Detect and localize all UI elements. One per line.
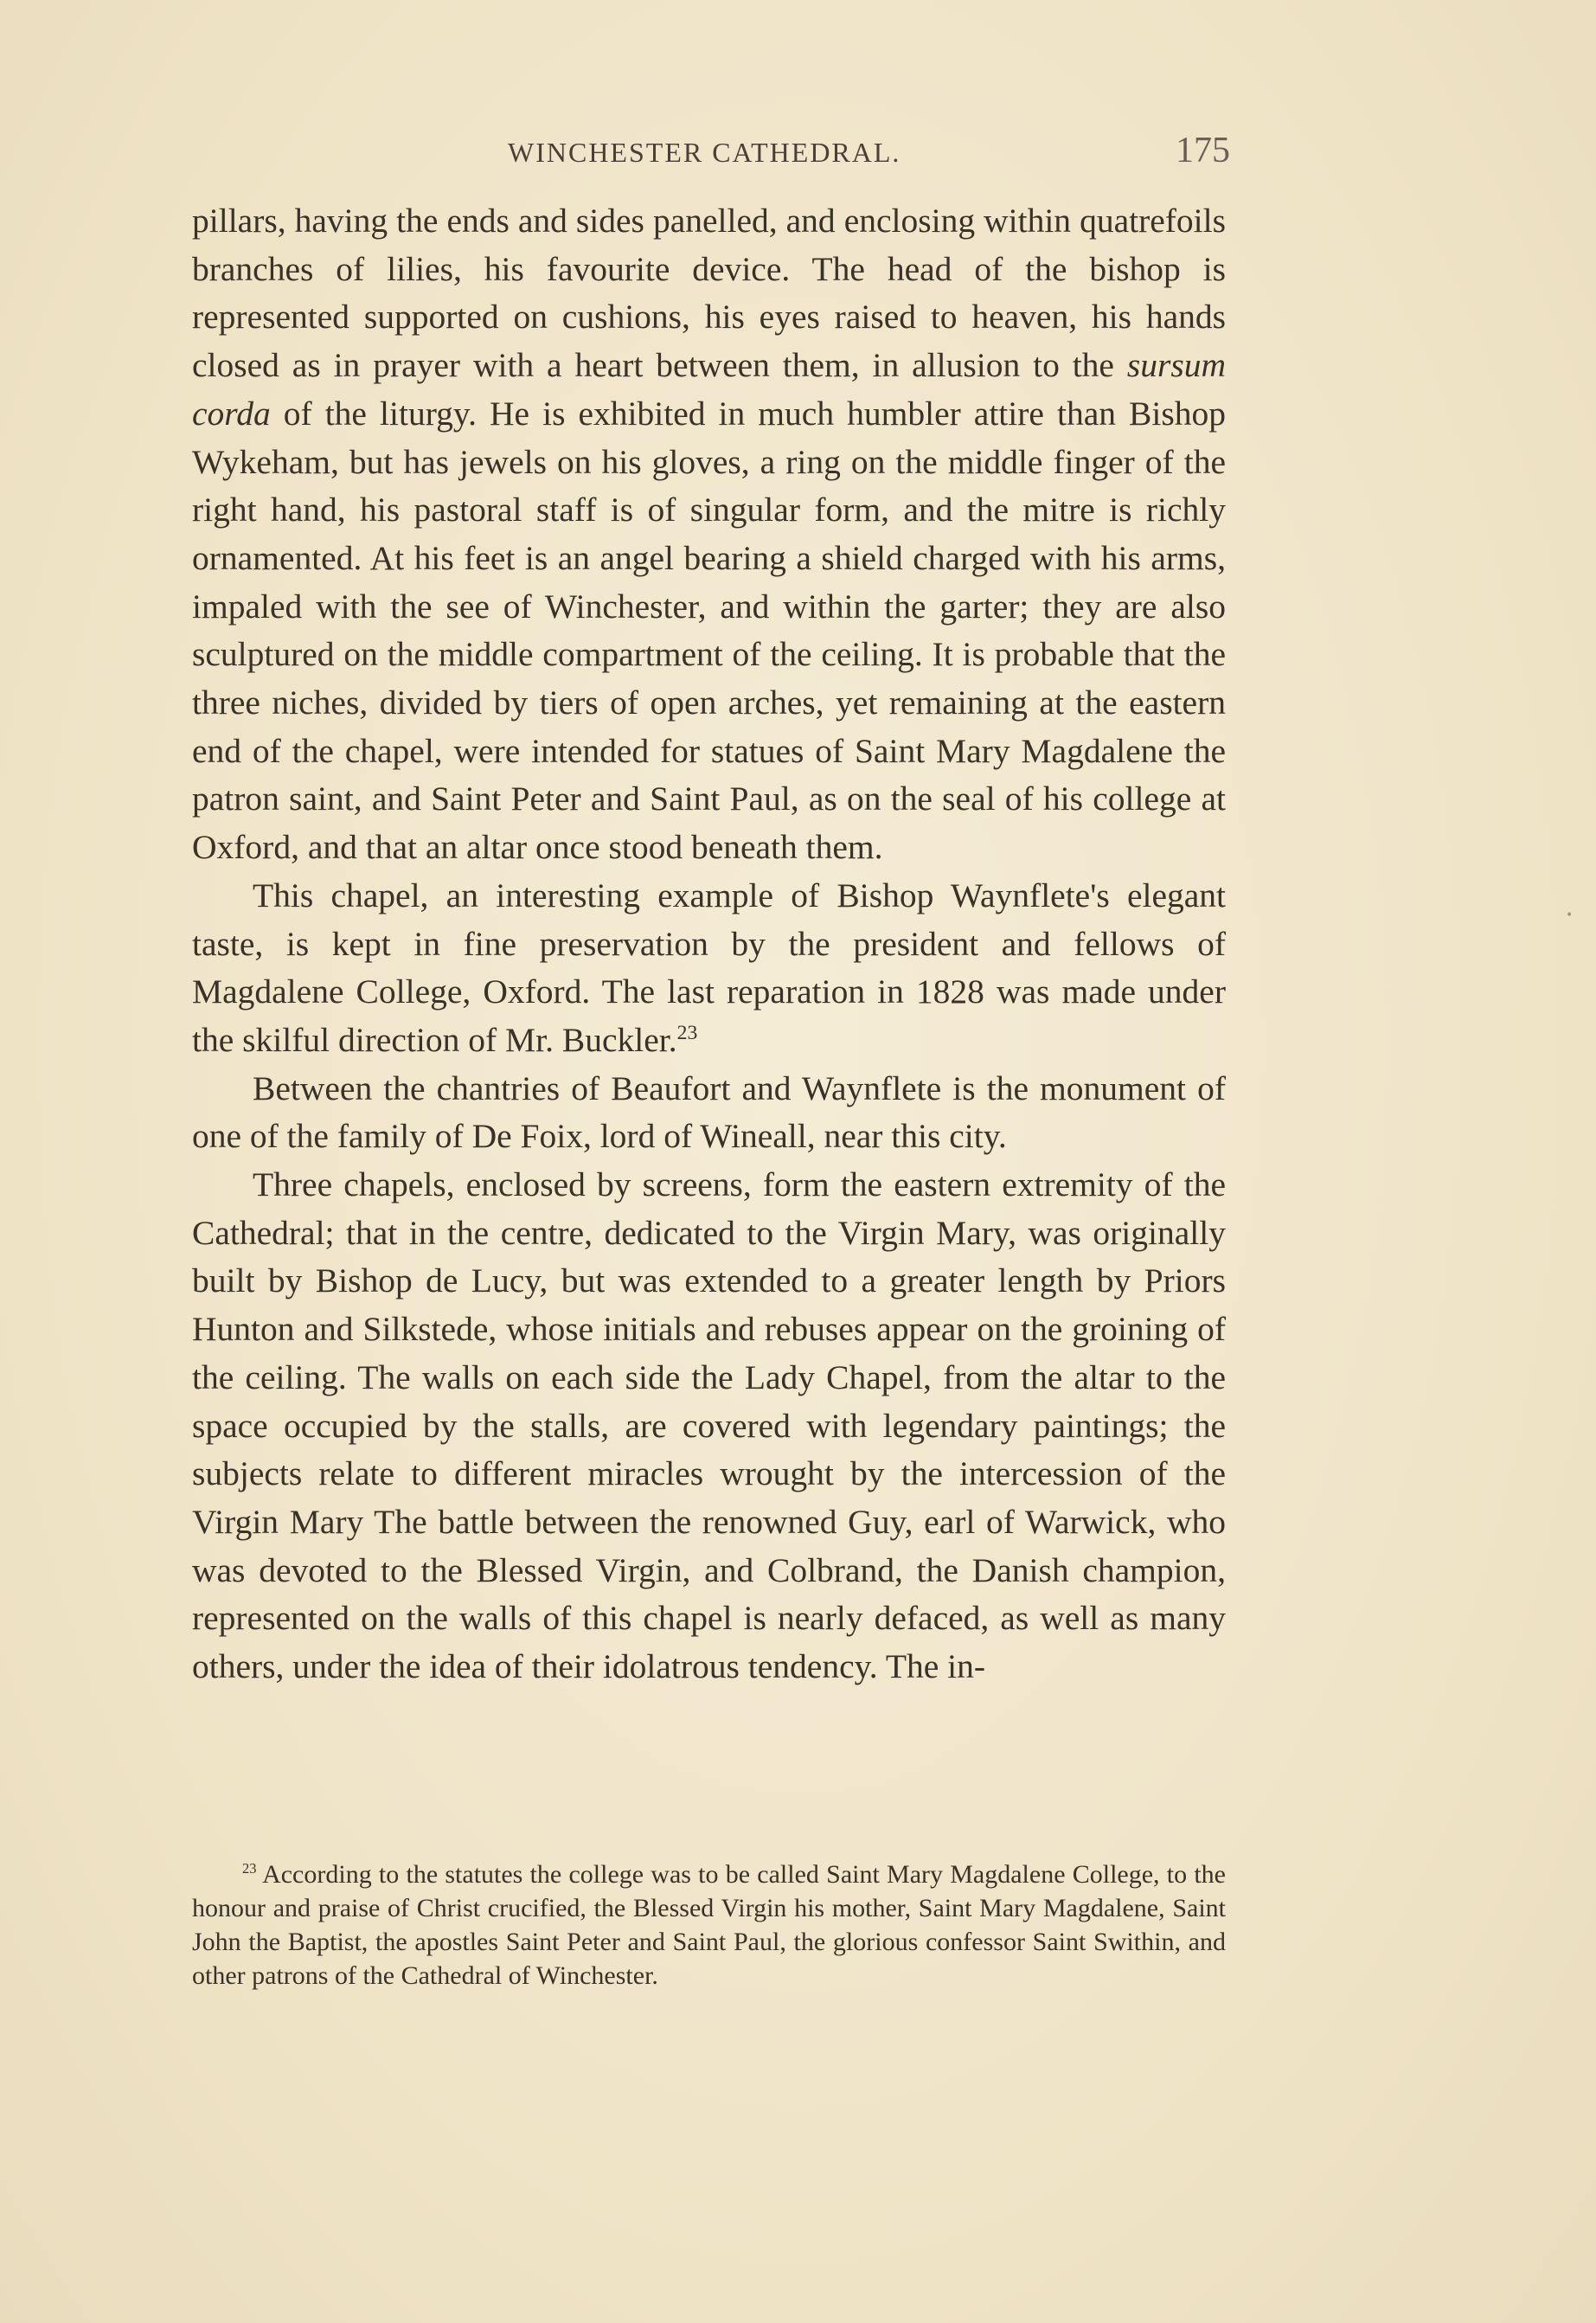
margin-speck: •: [1566, 908, 1574, 922]
footnote-area: [192, 1858, 1226, 1993]
paragraph-3: Between the chantries of Beaufort and Waynflete is the monument of one of the family of De Foix, lord of Wineall, near this city.: [192, 1068, 1226, 1156]
footnote-text: According to the statutes the college was to be called Saint Mary Magdalene College, to the honour and praise of Christ crucified, the Blessed Virgin his mother, Saint Mary Magdalene, Saint John the Baptist, the apostles Saint Peter and Saint Paul, the glorious confessor Saint Swithin, and other patrons of the Cathedral of Winchester.: [192, 1860, 1226, 1990]
paragraph-1-after: of the liturgy. He is exhibited in much humbler attire than Bishop Wykeham, but has jewels on his gloves, a ring on the middle finger of the right hand, his pastoral staff is of singular form, and the mitre is richly ornamented. At his feet is an angel bearing a shield charged with his arms, impaled with the see of Winchester, and within the garter; they are also sculptured on the middle compartment of the ceiling. It is probable that the three niches, divided by tiers of open arches, yet remaining at the eastern end of the chapel, were intended for statues of Saint Mary Magdalene the patron saint, and Saint Peter and Saint Paul, as on the seal of his college at Oxford, and that an altar once stood beneath them.: [192, 394, 1226, 867]
paragraph-1-before: pillars, having the ends and sides panelled, and enclosing within quatrefoils branches of lilies, his favourite device. The head of the bishop is represented supported on cushions, his eyes raised to heaven, his hands closed as in prayer with a heart between them, in allusion to the: [192, 202, 1226, 385]
body-text: [192, 197, 1226, 1691]
page-number: 175: [1176, 131, 1230, 170]
paragraph-2: [192, 872, 1226, 1065]
footnote-number: 23: [242, 1860, 257, 1877]
paragraph-4: Three chapels, enclosed by screens, form the eastern extremity of the Cathedral; that in the centre, dedicated to the Virgin Mary, was originally built by Bishop de Lucy, but was extended to a greater length by Priors Hunton and Silkstede, whose initials and rebuses appear on the groining of the ceiling. The walls on each side the Lady Chapel, from the altar to the space occupied by the stalls, are covered with legendary paintings; the subjects relate to different miracles wrought by the intercession of the Virgin Mary The battle between the renowned Guy, earl of Warwick, who was devoted to the Blessed Virgin, and Colbrand, the Danish champion, represented on the walls of this chapel is nearly defaced, as well as many others, under the idea of their idolatrous tendency. The in-: [192, 1165, 1226, 1686]
footnote-23: [192, 1858, 1226, 1993]
running-title: WINCHESTER CATHEDRAL.: [508, 137, 901, 168]
italic-phrase: sursum corda: [192, 346, 1226, 433]
footnote-reference: 23: [676, 1021, 698, 1044]
running-head: [192, 130, 1230, 182]
paragraph-1: [192, 197, 1226, 872]
paragraph-2-text: This chapel, an interesting example of Bishop Waynflete's elegant taste, is kept in fine preservation by the president and fellows of Magdalene College, Oxford. The last reparation in 1828 was made under the skilful direction of Mr. Buckler.: [192, 876, 1226, 1059]
